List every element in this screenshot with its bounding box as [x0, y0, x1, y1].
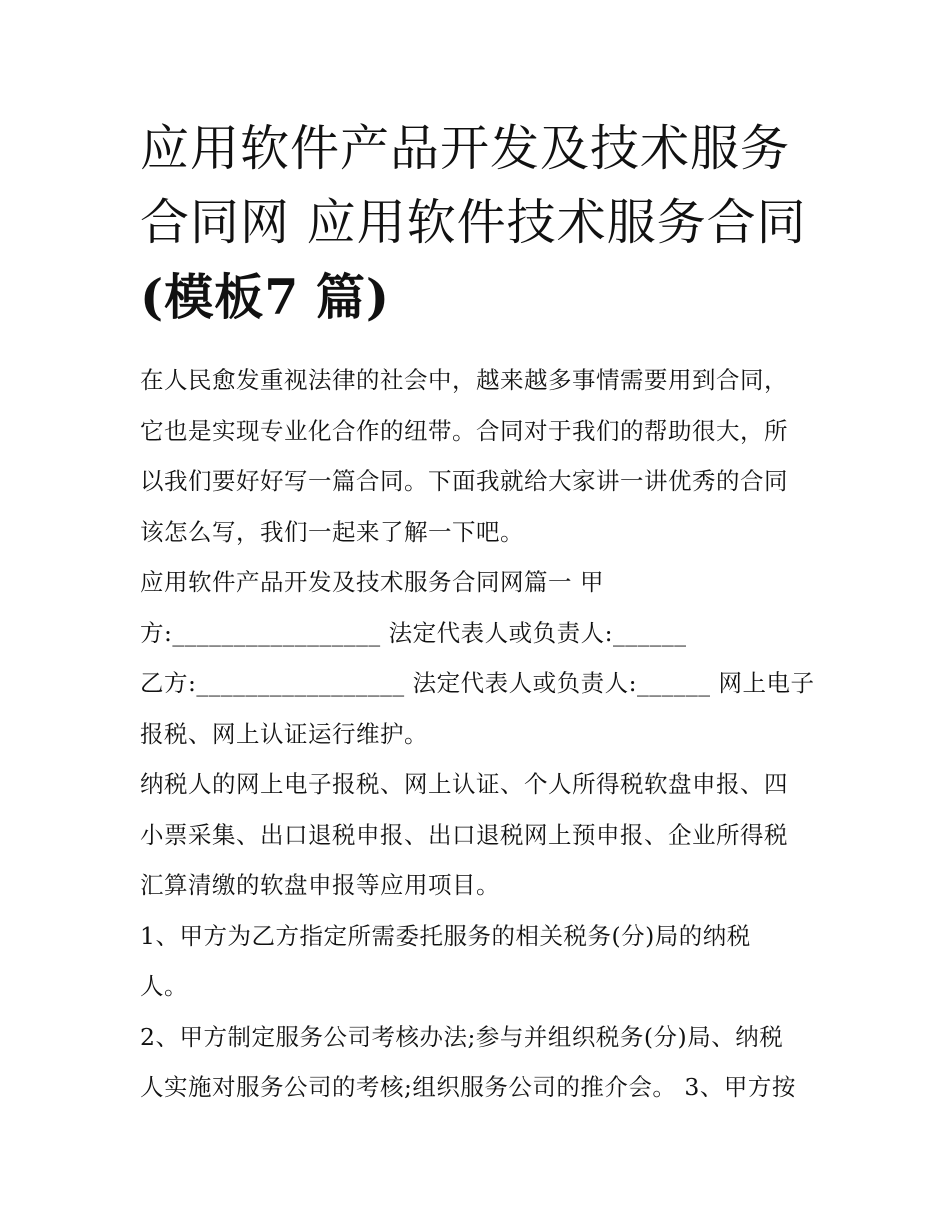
intro-paragraph: [140, 355, 820, 557]
document-title: [140, 112, 820, 335]
clause-2-line-2: 人实施对服务公司的考核;组织服务公司的推介会。 3、甲方按: [140, 1073, 796, 1101]
title-line-3: [140, 260, 820, 335]
clause-1-line-1: 1、甲方为乙方指定所需委托服务的相关税务(分)局的纳税: [140, 921, 751, 950]
document-body: [140, 355, 820, 1113]
intro-line-1: 在人民愈发重视法律的社会中，越来越多事情需要用到合同，: [140, 366, 788, 394]
scope-line-2: 小票采集、出口退税申报、出口退税网上预申报、企业所得税: [140, 820, 788, 849]
party-b-line: 乙方:_________________ 法定代表人或负责人:______ 网上电子: [140, 669, 815, 697]
section-1-line-1: 应用软件产品开发及技术服务合同网篇一 甲: [140, 568, 604, 596]
section-1-line-4: 报税、网上认证运行维护。: [140, 719, 428, 748]
party-a-line: 方:_________________ 法定代表人或负责人:______: [140, 618, 687, 647]
scope-line-3: 汇算清缴的软盘申报等应用项目。: [140, 871, 500, 899]
title-line-1: 应用软件产品开发及技术服务: [140, 120, 791, 177]
intro-line-4: 该怎么写，我们一起来了解一下吧。: [140, 517, 524, 546]
title-paren-open: (: [140, 268, 165, 326]
document-page: [140, 112, 820, 1113]
clause-1-paragraph: [140, 911, 820, 1012]
intro-line-3: 以我们要好好写一篇合同。下面我就给大家讲一讲优秀的合同: [140, 467, 788, 495]
title-template-count: 7: [264, 268, 300, 326]
clause-2-line-1: 2、甲方制定服务公司考核办法;参与并组织税务(分)局、纳税: [140, 1022, 784, 1051]
title-line-2: 合同网 应用软件技术服务合同: [140, 194, 807, 251]
intro-line-2: 它也是实现专业化合作的纽带。合同对于我们的帮助很大，所: [140, 416, 788, 445]
clause-1-line-2: 人。: [140, 972, 188, 1000]
section-1-paragraph: [140, 557, 820, 759]
scope-line-1: 纳税人的网上电子报税、网上认证、个人所得税软盘申报、四: [140, 770, 788, 798]
scope-paragraph: [140, 759, 820, 911]
title-template-tail: 篇): [315, 268, 391, 326]
title-template-word: 模板: [164, 268, 265, 326]
clause-2-paragraph: [140, 1012, 820, 1113]
